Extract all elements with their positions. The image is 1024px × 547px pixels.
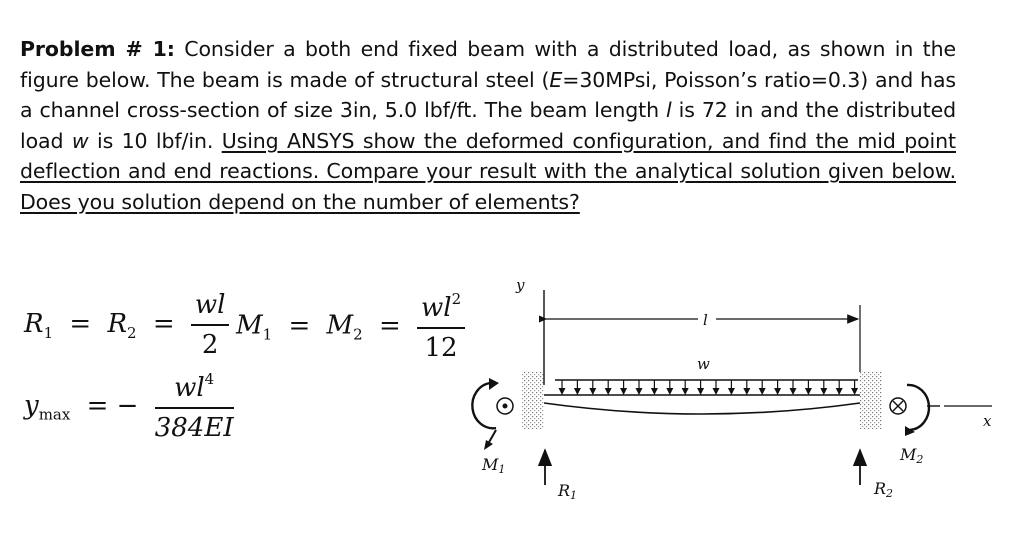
load-arrow-head <box>605 388 612 395</box>
load-arrow-head <box>851 388 858 395</box>
moment-fraction: $\frac{wl^2}{12}$ <box>417 290 465 363</box>
left-fixed-support <box>522 371 544 429</box>
load-arrow-head <box>559 388 566 395</box>
load-arrow-head <box>697 388 704 395</box>
moment-formula: $M_1 = M_2$ = $\frac{wl^2}{12}$ <box>236 290 465 363</box>
load-arrow-head <box>805 388 812 395</box>
left-moment-arc <box>472 383 496 428</box>
x-axis-label: x <box>983 412 992 430</box>
load-arrow-head <box>790 388 797 395</box>
load-symbol: w <box>71 128 89 153</box>
load-arrow-head <box>651 388 658 395</box>
reaction-fraction: $\frac{wl}{2}$ <box>191 290 230 360</box>
deflection-fraction: $\frac{wl^4}{384EI}$ <box>154 370 234 443</box>
length-label: l <box>703 311 708 329</box>
load-arrow-head <box>666 388 673 395</box>
load-arrow-head <box>774 388 781 395</box>
problem-text-1: Consider a both end fixed beam with a distributed load, as shown in the figure below. The beam is made of structural steel ( <box>20 37 956 92</box>
load-arrow-head <box>589 388 596 395</box>
problem-text-4: is 10 lbf/in. <box>88 128 222 153</box>
load-arrow-head <box>713 388 720 395</box>
load-arrow-head <box>743 388 750 395</box>
M2-label: M2 <box>900 445 924 466</box>
problem-heading: Problem # 1: <box>20 37 175 61</box>
problem-text-3: is 72 in and the distributed load <box>20 98 956 153</box>
load-arrow-head <box>574 388 581 395</box>
load-arrow-head <box>836 388 843 395</box>
right-fixed-support <box>860 371 882 429</box>
load-arrow-head <box>820 388 827 395</box>
beam-bottom-deflected <box>544 403 860 414</box>
load-arrow-head <box>620 388 627 395</box>
modulus-symbol: E <box>549 67 563 92</box>
load-arrow-head <box>682 388 689 395</box>
deflection-formula: $y_{max}$ = − $\frac{wl^4}{384EI}$ <box>24 370 234 443</box>
problem-text-2: =30MPsi, Poisson’s ratio=0.3) and has a channel cross-section of size 3in, 5.0 lbf/ft. The beam length <box>20 67 956 122</box>
load-arrow-head <box>636 388 643 395</box>
right-moment-arc <box>907 385 929 430</box>
R2-label: R2 <box>874 479 894 500</box>
load-label: w <box>697 355 710 373</box>
length-symbol: l <box>666 98 672 122</box>
problem-task: Using ANSYS show the deformed configuration, and find the mid point deflection and end reactions. Compare your result with the analytical solution given below. Does you solution depend on the number of elements? <box>20 128 956 214</box>
y-axis-label: y <box>516 276 525 294</box>
load-arrow-head <box>759 388 766 395</box>
reaction-formula: $R_1 = R_2$ = $\frac{wl}{2}$ <box>24 290 229 360</box>
distributed-load-arrows <box>559 380 859 395</box>
R1-label: R1 <box>558 481 578 502</box>
load-arrow-head <box>728 388 735 395</box>
M1-label: M1 <box>482 455 506 476</box>
